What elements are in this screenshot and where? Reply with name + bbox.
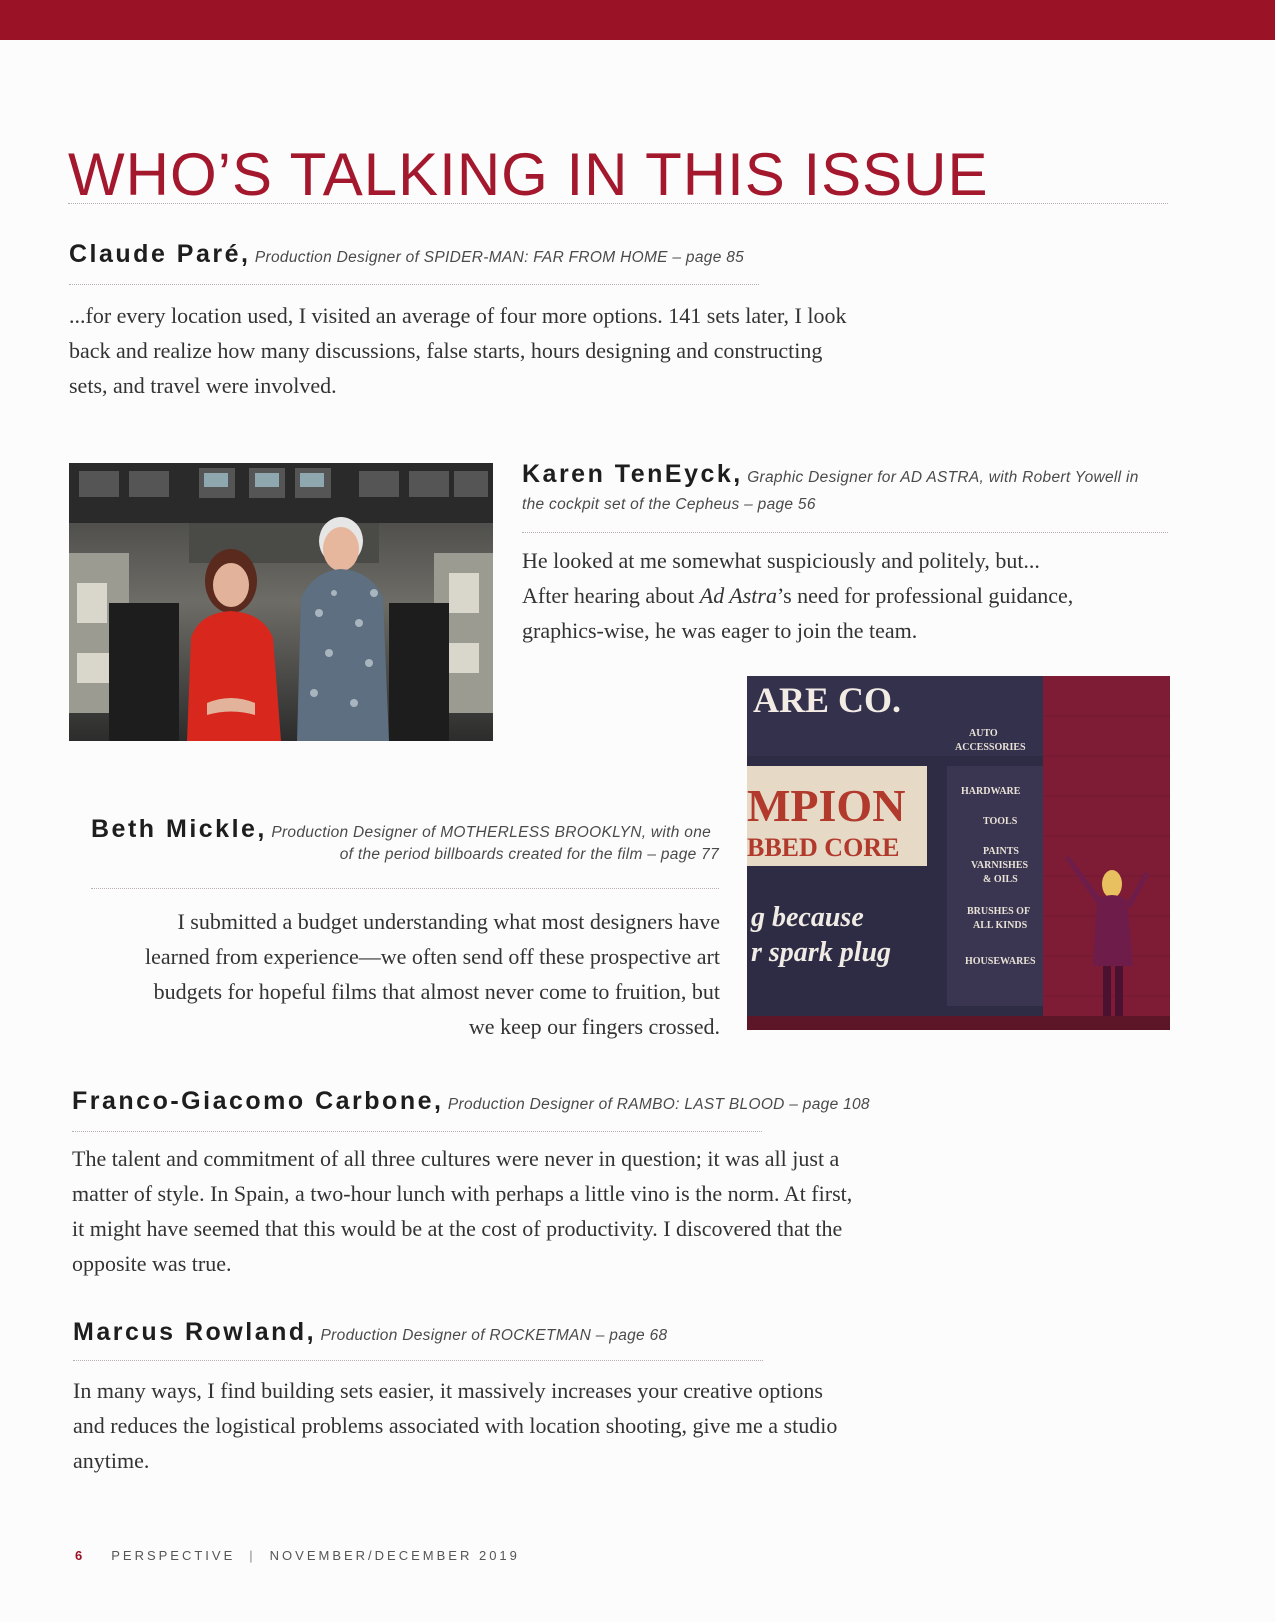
byline-divider — [73, 1360, 763, 1361]
quote-claude-pare — [69, 298, 949, 403]
billboard-text: MPION — [747, 780, 906, 831]
cockpit-photo-illustration — [69, 463, 493, 741]
page-footer — [75, 1548, 520, 1563]
byline-divider — [522, 532, 1168, 533]
quote-line: He looked at me somewhat suspiciously and politely, but... — [522, 548, 1040, 573]
quote-line: opposite was true. — [72, 1251, 232, 1276]
billboard-text: ALL KINDS — [973, 920, 1028, 931]
quote-line: we keep our fingers crossed. — [468, 1014, 720, 1039]
speaker-role: Production Designer of RAMBO: LAST BLOOD – page 108 — [447, 1096, 870, 1113]
quote-karen-teneyck — [522, 543, 1162, 648]
byline-karen-teneyck — [522, 460, 1139, 489]
quote-line: anytime. — [73, 1448, 150, 1473]
speaker-name: Franco-Giacomo Carbone, — [72, 1087, 444, 1115]
quote-line: learned from experience—we often send off these prospective art — [144, 944, 720, 969]
quote-franco-giacomo-carbone — [72, 1141, 962, 1281]
billboard-text: TOOLS — [983, 816, 1018, 827]
quote-marcus-rowland — [73, 1373, 953, 1478]
quote-line: sets, and travel were involved. — [69, 373, 337, 398]
billboard-text: HARDWARE — [961, 786, 1021, 797]
byline-divider — [72, 1131, 762, 1132]
byline-divider — [91, 888, 719, 889]
speaker-role-continued: the cockpit set of the Cepheus – page 56 — [522, 496, 816, 513]
speaker-role: Production Designer of MOTHERLESS BROOKLYN, with one — [271, 824, 712, 841]
footer-separator: | — [249, 1548, 256, 1563]
quote-line: matter of style. In Spain, a two-hour lunch with perhaps a little vino is the norm. At first, — [72, 1181, 853, 1206]
quote-line: it might have seemed that this would be at the cost of productivity. I discovered that the — [72, 1216, 843, 1241]
byline-divider — [69, 284, 759, 285]
byline-franco-giacomo-carbone — [72, 1087, 870, 1116]
billboard-text: r spark plug — [751, 937, 892, 968]
quote-line: ...for every location used, I visited an average of four more options. 141 sets later, I look — [69, 303, 847, 328]
billboard-text: BBED CORE — [747, 833, 900, 862]
speaker-role-continued: of the period billboards created for the film – page 77 — [339, 846, 719, 863]
speaker-name: Claude Paré, — [69, 240, 251, 268]
byline-marcus-rowland — [73, 1318, 667, 1347]
page-title: WHO’S TALKING IN THIS ISSUE — [68, 141, 989, 208]
quote-line: The talent and commitment of all three cultures were never in question; it was all just a — [72, 1146, 840, 1171]
quote-line: In many ways, I find building sets easier, it massively increases your creative options — [73, 1378, 823, 1403]
byline-claude-pare — [69, 240, 744, 269]
billboard-text: PAINTS — [983, 846, 1019, 857]
quote-line: After hearing about Ad Astra’s need for professional guidance, — [522, 583, 1074, 608]
top-color-bar — [0, 0, 1275, 40]
speaker-role: Production Designer of SPIDER-MAN: FAR FROM HOME – page 85 — [254, 249, 745, 266]
page-number: 6 — [75, 1548, 86, 1563]
billboard-text: BRUSHES OF — [967, 906, 1031, 917]
quote-line: I submitted a budget understanding what most designers have — [177, 909, 720, 934]
billboard-text: g because — [751, 902, 864, 933]
period-billboard-photo — [747, 676, 1170, 1030]
quote-line: back and realize how many discussions, false starts, hours designing and constructing — [69, 338, 823, 363]
billboard-text: HOUSEWARES — [965, 956, 1036, 967]
billboard-text: VARNISHES — [971, 860, 1029, 871]
billboard-text: ACCESSORIES — [955, 742, 1026, 753]
title-divider — [68, 203, 1168, 204]
quote-line: budgets for hopeful films that almost never come to fruition, but — [153, 979, 720, 1004]
byline-beth-mickle — [91, 815, 711, 844]
speaker-role: Graphic Designer for AD ASTRA, with Robert Yowell in — [747, 469, 1139, 486]
billboard-text: AUTO — [969, 728, 998, 739]
speaker-name: Beth Mickle, — [91, 815, 267, 843]
billboard-photo-illustration — [747, 676, 1170, 1030]
quote-beth-mickle — [40, 904, 720, 1044]
speaker-name: Karen TenEyck, — [522, 460, 743, 488]
publication-name: PERSPECTIVE — [111, 1548, 236, 1563]
quote-line: graphics-wise, he was eager to join the team. — [522, 618, 918, 643]
billboard-text: & OILS — [983, 874, 1018, 885]
billboard-text: ARE CO. — [753, 680, 902, 720]
cockpit-set-photo — [69, 463, 493, 741]
speaker-name: Marcus Rowland, — [73, 1318, 317, 1346]
issue-date: NOVEMBER/DECEMBER 2019 — [269, 1548, 520, 1563]
film-title-italic: Ad Astra — [699, 583, 777, 608]
speaker-role: Production Designer of ROCKETMAN – page 68 — [320, 1327, 668, 1344]
quote-line: and reduces the logistical problems associated with location shooting, give me a studio — [73, 1413, 838, 1438]
